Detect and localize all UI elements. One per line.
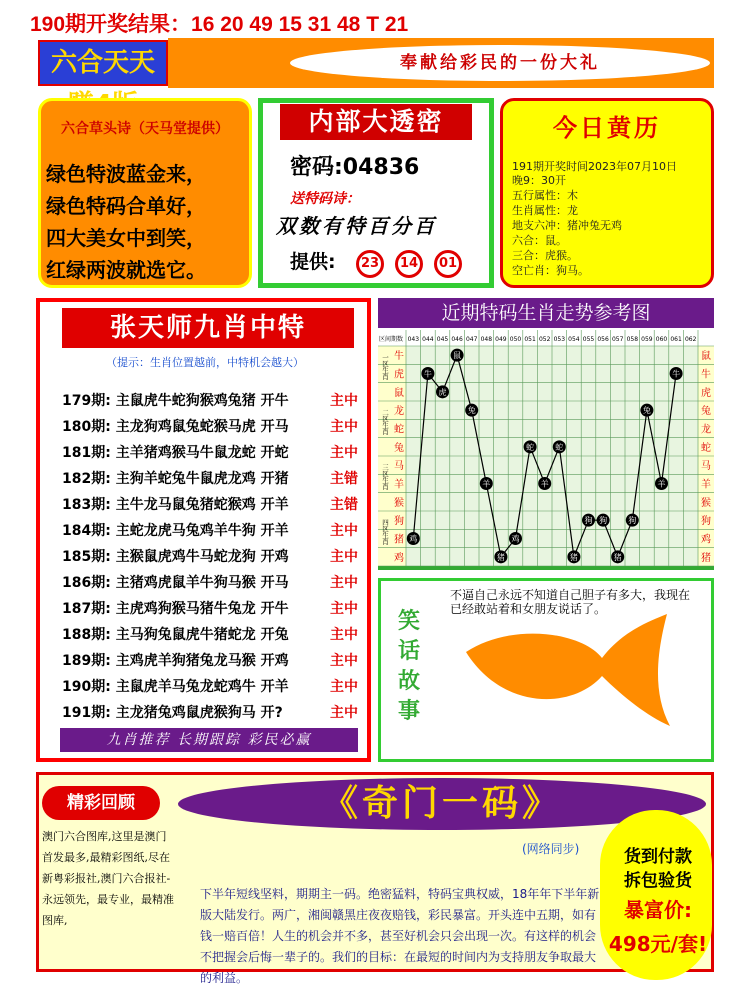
trend-period-label: 期数 [391,336,404,343]
trend-period: 047 [465,336,478,343]
prediction-result: 主中 [330,575,358,591]
almanac-line: 三合：虎猴。 [512,249,578,262]
prediction-text: 180期: 主龙狗鸡鼠兔蛇猴马虎 开马 [62,419,289,435]
trend-point-label: 鼠 [453,351,462,361]
trend-point-label: 蛇 [555,442,564,452]
trend-period: 054 [568,336,580,343]
poem-line: 绿色特码合单好， [46,194,206,218]
trend-point-label: 牛 [423,369,432,379]
almanac-line: 191期开奖时间2023年07月10日 [512,160,677,173]
nine-zodiac-footer: 九肖推荐 长期跟踪 彩民必赢 [60,728,358,752]
trend-title: 近期特码生肖走势参考图 [378,298,714,328]
nine-zodiac-tip: （提示：生肖位置越前，中特机会越大） [106,356,304,369]
prediction-row [62,442,368,466]
prediction-text: 181期: 主羊猪鸡猴马牛鼠龙蛇 开蛇 [62,445,289,461]
trend-zone-label: 二区生肖 [381,409,389,435]
trend-period: 060 [655,336,668,343]
cod-line: 货到付款 [624,847,692,867]
version-badge: 六合天天 [38,40,168,86]
trend-zodiac-left: 牛 [394,351,404,363]
trend-zodiac-left: 兔 [394,442,404,454]
trend-zodiac-left: 狗 [394,516,404,528]
trend-zodiac-right: 鸡 [701,534,711,546]
trend-point-label: 兔 [642,406,651,416]
prediction-row [62,572,368,596]
trend-point-label: 鸡 [409,534,418,544]
prediction-result: 主中 [330,445,358,461]
trend-point-label: 猪 [496,552,505,562]
trend-zone-label: 三区生肖 [381,464,389,490]
prediction-result: 主中 [330,705,358,721]
poem-title: 六合草头诗（天马堂提供） [61,121,229,137]
fish-graphic [462,612,674,732]
prediction-row [62,520,368,544]
trend-zodiac-right: 龙 [701,424,711,436]
trend-zodiac-left: 羊 [394,479,404,491]
trend-period: 058 [626,336,639,343]
trend-zodiac-left: 鸡 [394,552,404,564]
prediction-text: 187期: 主虎鸡狗猴马猪牛兔龙 开牛 [62,601,289,617]
trend-zodiac-right: 马 [701,461,711,473]
number-ball: 14 [395,250,423,278]
prediction-result: 主中 [330,419,358,435]
slogan: 奉献给彩民的一份大礼 [290,45,710,81]
almanac-line: 六合：鼠。 [512,234,567,247]
trend-period: 050 [509,336,522,343]
trend-point-label: 鸡 [511,534,520,544]
review-title: 精彩回顾 [42,786,160,820]
trend-zone-label: 一区生肖 [381,354,389,380]
draw-result: 190期开奖结果：16 20 49 15 31 48 T 21 [30,13,409,36]
prediction-result: 主中 [330,549,358,565]
prediction-text: 191期: 主龙猪兔鸡鼠虎猴狗马 开? [62,705,283,721]
prediction-result: 主中 [330,523,358,539]
prediction-text: 183期: 主牛龙马鼠兔猪蛇猴鸡 开羊 [62,497,289,513]
trend-zodiac-right: 蛇 [701,442,711,454]
prediction-text: 189期: 主鸡虎羊狗猪兔龙马猴 开鸡 [62,653,289,669]
trend-zodiac-right: 牛 [701,369,711,381]
trend-point-label: 蛇 [526,442,535,452]
cod-price-label: 暴富价: [624,898,692,922]
trend-point-label: 狗 [584,516,593,526]
trend-period: 044 [422,336,434,343]
song-text: 双数有特百分百 [276,214,437,238]
cod-price: 498元/套! [608,932,708,956]
provide-label: 提供: [290,251,336,273]
prediction-result: 主中 [330,627,358,643]
prediction-row [62,546,368,570]
trend-point-label: 虎 [438,387,447,397]
trend-zodiac-right: 狗 [701,516,711,528]
nine-zodiac-title: 张天师九肖中特 [62,308,354,348]
trend-period: 052 [538,336,551,343]
prediction-row [62,650,368,674]
trend-point-label: 狗 [599,516,608,526]
trend-zodiac-left: 马 [394,461,404,473]
poem-line: 四大美女中到笑， [46,226,206,250]
prediction-result: 主中 [330,653,358,669]
almanac-title: 今日黄历 [553,113,661,142]
joke-text: 不逼自己永远不知道自己胆子有多大，我现在已经敢站着和女朋友说话了。 [450,588,691,616]
trend-zodiac-left: 猴 [394,497,404,509]
cod-line: 拆包验货 [624,871,692,891]
trend-point-label: 兔 [467,406,476,416]
trend-point-label: 羊 [657,479,666,489]
qimen-text: 下半年短线坚料，期期主一码。绝密猛料，特码宝典权威，18年年下半年新版大陆发行。两广，湘闽赣黑庄夜夜赔钱，彩民暴富。开头连中五期，如有钱一赔百倍！人生的机会并不多，甚至好机会只会出现一次。有这样的机会不把握会后悔一辈子的。我们的目标：在最短的时间内为支持朋友争取最大的利益。 [200,887,600,985]
trend-zodiac-left: 鼠 [394,387,404,399]
prediction-text: 188期: 主马狗兔鼠虎牛猪蛇龙 开兔 [62,627,289,643]
trend-zodiac-left: 蛇 [394,424,404,436]
prediction-text: 190期: 主鼠虎羊马兔龙蛇鸡牛 开羊 [62,679,289,695]
trend-zone-label: 四区生肖 [381,519,389,545]
trend-period: 055 [582,336,595,343]
trend-zodiac-right: 鼠 [701,351,711,363]
trend-period: 048 [480,336,493,343]
prediction-result: 主中 [330,601,358,617]
trend-zodiac-right: 兔 [701,406,711,418]
trend-period: 043 [407,336,420,343]
trend-period: 057 [611,336,624,343]
prediction-text: 186期: 主猪鸡虎鼠羊牛狗马猴 开马 [62,575,289,591]
trend-zodiac-right: 猴 [701,497,711,509]
prediction-result: 主错 [330,497,358,513]
trend-zodiac-right: 羊 [701,479,711,491]
trend-zodiac-left: 虎 [394,369,404,381]
prediction-text: 182期: 主狗羊蛇兔牛鼠虎龙鸡 开猪 [62,471,289,487]
trend-chart [378,330,714,570]
almanac-line: 生肖属性：龙 [512,204,578,217]
prediction-result: 主中 [330,679,358,695]
trend-chart-svg [378,330,714,570]
number-ball: 23 [356,250,384,278]
prediction-text: 184期: 主蛇龙虎马兔鸡羊牛狗 开羊 [62,523,289,539]
trend-point-label: 猪 [569,552,578,562]
trend-zodiac-left: 龙 [394,406,404,418]
trend-period: 053 [553,336,566,343]
trend-point-label: 牛 [672,369,681,379]
joke-label: 笑话故事 [398,608,421,724]
qimen-title: 《奇门一码》 [178,778,706,830]
prediction-result: 主中 [330,393,358,409]
poem-line: 绿色特波蓝金来， [46,162,206,186]
prediction-result: 主错 [330,471,358,487]
trend-zodiac-right: 虎 [701,387,711,399]
prediction-text: 185期: 主猴鼠虎鸡牛马蛇龙狗 开鸡 [62,549,289,565]
prediction-row [62,676,368,700]
almanac-line: 空亡肖：狗马。 [512,264,589,277]
trend-point-label: 羊 [540,479,549,489]
almanac-line: 五行属性：木 [512,189,578,202]
prediction-row [62,494,368,518]
prediction-row [62,468,368,492]
almanac-line: 晚9：30开 [512,174,566,187]
trend-point-label: 狗 [628,516,637,526]
prediction-row [62,702,368,726]
prediction-row [62,624,368,648]
qimen-subtitle: (网络同步) [522,842,580,856]
trend-point-label: 羊 [482,479,491,489]
prediction-row [62,390,368,414]
trend-period: 062 [684,336,697,343]
trend-period: 051 [524,336,536,343]
trend-zodiac-right: 猪 [701,552,711,564]
secret-code: 密码:04836 [290,155,420,180]
trend-period: 045 [436,336,449,343]
trend-point-label: 猪 [613,552,622,562]
trend-period: 056 [597,336,609,343]
trend-period: 059 [641,336,653,343]
secret-title: 内部大透密 [280,104,472,140]
song-label: 送特码诗： [290,191,360,207]
prediction-row [62,598,368,622]
prediction-text: 179期: 主鼠虎牛蛇狗猴鸡兔猪 开牛 [62,393,289,409]
trend-period: 061 [670,336,682,343]
trend-period: 046 [451,336,463,343]
trend-corner-label: 区间 [379,336,392,343]
poem-line: 红绿两波就选它。 [46,258,206,282]
number-ball: 01 [434,250,462,278]
prediction-row [62,416,368,440]
review-text: 澳门六合图库,这里是澳门首发最多,最精彩图纸,尽在新粤彩报社,澳门六合报社-永远领先，最专业，最精准图库, [42,830,174,927]
trend-period: 049 [495,336,507,343]
trend-zodiac-left: 猪 [394,534,404,546]
almanac-line: 地支六冲：猪冲兔无鸡 [512,219,622,232]
